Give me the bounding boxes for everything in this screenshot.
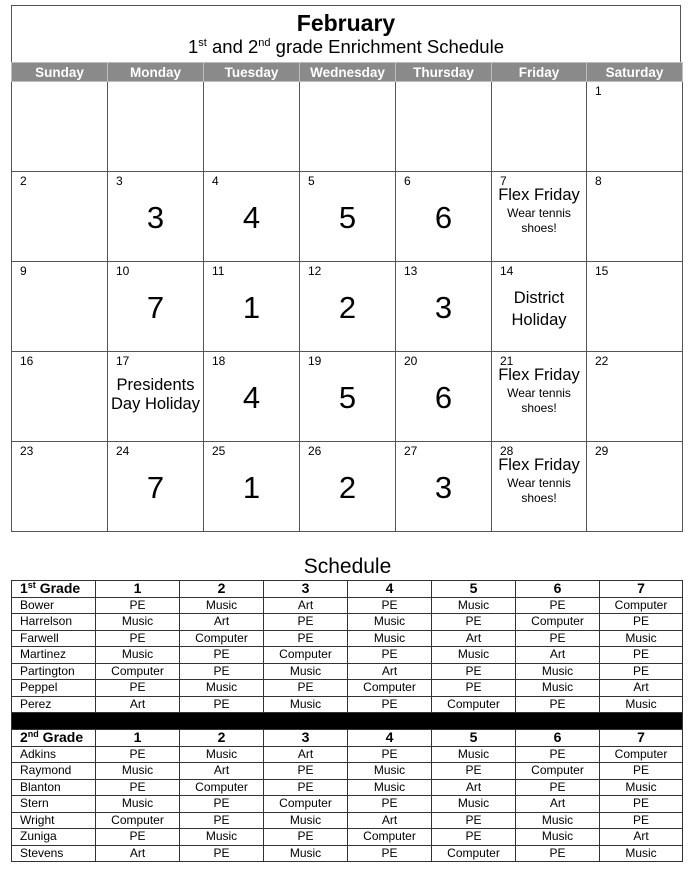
day-cell [108,442,204,532]
day-cell [492,442,587,532]
class-cell: Computer [600,746,683,763]
period-header: 5 [432,730,516,747]
class-cell: Music [432,597,516,614]
rotation-day-number: 7 [146,290,165,325]
day-cell [12,262,108,352]
day-number: 18 [212,354,226,368]
subtitle-part: grade Enrichment Schedule [270,36,504,57]
event-note: Wear tennis shoes! [507,206,571,235]
teacher-name: Adkins [12,746,96,763]
class-cell: PE [180,663,264,680]
event-note: Wear tennis shoes! [507,386,571,415]
calendar-week-row [12,442,683,532]
day-number: 14 [500,264,514,278]
teacher-row [12,647,683,664]
day-cell [587,352,683,442]
grade-header-row [12,730,683,747]
teacher-name: Stern [12,796,96,813]
day-number: 27 [404,444,418,458]
period-header: 1 [96,581,180,598]
day-cell [396,172,492,262]
rotation-day-number: 3 [434,290,453,325]
subtitle [12,36,680,58]
day-cell [12,352,108,442]
schedule-title: Schedule [303,555,392,578]
teacher-row [12,779,683,796]
class-cell: PE [264,829,348,846]
class-cell: PE [96,829,180,846]
event [492,186,586,236]
teacher-row [12,597,683,614]
day-number: 28 [500,444,514,458]
class-cell: Music [180,746,264,763]
event [108,376,203,414]
schedule-table [11,580,683,862]
class-cell: PE [348,746,432,763]
calendar-week-row [12,82,683,172]
class-cell: Music [348,630,432,647]
teacher-row [12,763,683,780]
period-header: 7 [600,730,683,747]
day-number: 1 [595,84,602,98]
day-cell [587,82,683,172]
class-cell: PE [264,630,348,647]
class-cell: Music [516,680,600,697]
day-number: 11 [212,264,225,278]
class-cell: PE [96,746,180,763]
day-number: 6 [404,174,411,188]
class-cell: PE [348,696,432,713]
class-cell: PE [180,796,264,813]
teacher-name: Stevens [12,845,96,862]
weekday-header-wednesday: Wednesday [300,63,396,82]
class-cell: Computer [516,763,600,780]
class-cell: PE [96,779,180,796]
day-cell [492,82,587,172]
class-cell: Music [180,829,264,846]
day-cell [204,352,300,442]
class-cell: PE [180,812,264,829]
class-cell: Music [516,812,600,829]
teacher-row [12,614,683,631]
class-cell: PE [264,680,348,697]
teacher-row [12,680,683,697]
class-cell: Art [264,597,348,614]
period-header: 6 [516,581,600,598]
grade-word: Grade [35,580,81,597]
subtitle-sup: st [198,37,207,49]
day-number: 4 [212,174,219,188]
day-cell [300,172,396,262]
class-cell: Music [96,614,180,631]
class-cell: Music [600,630,683,647]
event-label: Flex Friday [498,456,580,474]
class-cell: Computer [180,779,264,796]
day-number: 23 [20,444,34,458]
class-cell: Art [600,680,683,697]
day-number: 7 [500,174,507,188]
period-header: 6 [516,730,600,747]
class-cell: PE [432,829,516,846]
class-cell: PE [516,779,600,796]
day-number: 12 [308,264,322,278]
teacher-name: Martinez [12,647,96,664]
class-cell: Art [600,829,683,846]
teacher-name: Bower [12,597,96,614]
class-cell: PE [264,763,348,780]
class-cell: PE [432,663,516,680]
calendar-week-row [12,352,683,442]
class-cell: Art [348,663,432,680]
period-header: 2 [180,581,264,598]
class-cell: Art [264,746,348,763]
calendar-week-row [12,172,683,262]
grade-word: Grade [38,729,84,746]
class-cell: PE [348,845,432,862]
class-cell: Art [432,630,516,647]
event-label: Flex Friday [498,366,580,384]
day-number: 13 [404,264,418,278]
class-cell: Music [180,680,264,697]
class-cell: PE [600,812,683,829]
weekday-header-row [12,63,683,82]
teacher-name: Farwell [12,630,96,647]
day-number: 24 [116,444,130,458]
grade-header-row [12,581,683,598]
day-cell [300,82,396,172]
teacher-name: Harrelson [12,614,96,631]
class-cell: PE [432,763,516,780]
day-number: 3 [116,174,123,188]
day-cell [108,262,204,352]
class-cell: Music [516,829,600,846]
class-cell: PE [348,647,432,664]
day-number: 19 [308,354,322,368]
grade-number: 2 [20,729,28,746]
day-cell [204,442,300,532]
class-cell: Music [348,614,432,631]
day-number: 8 [595,174,602,188]
teacher-name: Zuniga [12,829,96,846]
event [492,366,586,416]
class-cell: Art [180,614,264,631]
period-header: 3 [264,730,348,747]
day-cell [396,352,492,442]
event [492,287,586,331]
day-cell [12,82,108,172]
class-cell: PE [264,779,348,796]
class-cell: Art [96,845,180,862]
class-cell: PE [432,812,516,829]
class-cell: PE [96,630,180,647]
day-number: 20 [404,354,418,368]
class-cell: Computer [264,796,348,813]
class-cell: PE [348,597,432,614]
class-cell: Music [600,845,683,862]
day-cell [587,172,683,262]
rotation-day-number: 2 [338,290,357,325]
teacher-name: Partington [12,663,96,680]
rotation-day-number: 2 [338,470,357,505]
class-cell: Art [180,763,264,780]
calendar-header [11,5,681,62]
weekday-header-sunday: Sunday [12,63,108,82]
rotation-day-number: 1 [242,470,261,505]
class-cell: PE [180,647,264,664]
rotation-day-number: 5 [338,380,357,415]
class-cell: PE [600,663,683,680]
day-number: 5 [308,174,315,188]
class-cell: Computer [180,630,264,647]
rotation-day-number: 6 [434,380,453,415]
teacher-row [12,796,683,813]
class-cell: Art [96,696,180,713]
class-cell: PE [432,680,516,697]
day-cell [492,262,587,352]
period-header: 1 [96,730,180,747]
rotation-day-number: 4 [242,380,261,415]
weekday-header-friday: Friday [492,63,587,82]
teacher-name: Blanton [12,779,96,796]
teacher-row [12,845,683,862]
grade-suffix: st [27,580,36,591]
day-cell [492,172,587,262]
class-cell: Computer [600,597,683,614]
class-cell: Music [600,779,683,796]
subtitle-part: 1 [188,36,199,57]
calendar-week-row [12,262,683,352]
day-cell [492,352,587,442]
period-header: 2 [180,730,264,747]
day-number: 25 [212,444,226,458]
event-note: Wear tennis shoes! [507,476,571,505]
day-cell [108,352,204,442]
period-header: 3 [264,581,348,598]
period-header: 4 [348,581,432,598]
event [492,456,586,506]
class-cell: Computer [348,829,432,846]
class-cell: PE [600,796,683,813]
day-number: 22 [595,354,609,368]
teacher-name: Wright [12,812,96,829]
class-cell: PE [600,763,683,780]
teacher-row [12,696,683,713]
day-cell [108,172,204,262]
day-cell [396,262,492,352]
day-number: 2 [20,174,27,188]
class-cell: Computer [516,614,600,631]
grade-heading [12,730,96,747]
day-cell [300,262,396,352]
subtitle-sup: nd [258,37,271,49]
class-cell: Computer [348,680,432,697]
weekday-header-thursday: Thursday [396,63,492,82]
rotation-day-number: 3 [434,470,453,505]
class-cell: Art [516,796,600,813]
grade-suffix: nd [27,729,39,740]
day-number: 26 [308,444,322,458]
day-number: 15 [595,264,609,278]
class-cell: PE [180,845,264,862]
class-cell: Computer [96,663,180,680]
day-number: 21 [500,354,514,368]
class-cell: Music [432,796,516,813]
class-cell: Art [432,779,516,796]
class-cell: Computer [96,812,180,829]
class-cell: Music [348,779,432,796]
class-cell: PE [516,630,600,647]
class-cell: PE [516,696,600,713]
class-cell: Music [96,796,180,813]
month-title: February [296,10,396,36]
event-label: Flex Friday [498,186,580,204]
period-header: 7 [600,581,683,598]
class-cell: PE [180,696,264,713]
teacher-row [12,812,683,829]
class-cell: Computer [432,845,516,862]
class-cell: PE [516,597,600,614]
class-cell: Music [264,812,348,829]
rotation-day-number: 3 [146,200,165,235]
class-cell: Music [516,663,600,680]
grade-heading [12,581,96,598]
day-cell [300,352,396,442]
class-cell: Art [348,812,432,829]
class-cell: PE [516,746,600,763]
calendar-grid [11,62,683,532]
class-cell: Music [600,696,683,713]
class-cell: PE [600,647,683,664]
teacher-name: Peppel [12,680,96,697]
class-cell: Music [264,663,348,680]
grade-separator [12,713,683,730]
class-cell: Music [96,647,180,664]
day-cell [108,82,204,172]
day-cell [396,82,492,172]
day-number: 16 [20,354,34,368]
class-cell: PE [432,614,516,631]
class-cell: Computer [432,696,516,713]
weekday-header-saturday: Saturday [587,63,683,82]
class-cell: Art [516,647,600,664]
event-label: District Holiday [511,289,567,329]
class-cell: Music [432,647,516,664]
day-cell [587,262,683,352]
day-number: 29 [595,444,609,458]
weekday-header-monday: Monday [108,63,204,82]
class-cell: Music [264,845,348,862]
class-cell: PE [600,614,683,631]
day-cell [12,442,108,532]
class-cell: Computer [264,647,348,664]
day-number: 17 [116,354,130,368]
rotation-day-number: 7 [146,470,165,505]
class-cell: Music [96,763,180,780]
class-cell: PE [96,597,180,614]
day-number: 9 [20,264,27,278]
day-cell [204,82,300,172]
class-cell: Music [432,746,516,763]
rotation-day-number: 1 [242,290,261,325]
class-cell: PE [348,796,432,813]
teacher-row [12,829,683,846]
day-cell [204,262,300,352]
class-cell: Music [180,597,264,614]
class-cell: PE [264,614,348,631]
rotation-day-number: 6 [434,200,453,235]
teacher-row [12,630,683,647]
class-cell: PE [96,680,180,697]
separator-bar [12,713,683,730]
rotation-day-number: 5 [338,200,357,235]
teacher-name: Perez [12,696,96,713]
period-header: 4 [348,730,432,747]
day-cell [204,172,300,262]
day-number: 10 [116,264,130,278]
subtitle-part: and 2 [206,36,259,57]
teacher-name: Raymond [12,763,96,780]
day-cell [587,442,683,532]
day-cell [300,442,396,532]
teacher-row [12,663,683,680]
rotation-day-number: 4 [242,200,261,235]
class-cell: Music [348,763,432,780]
period-header: 5 [432,581,516,598]
teacher-row [12,746,683,763]
day-cell [12,172,108,262]
grade-number: 1 [20,580,28,597]
day-cell [396,442,492,532]
class-cell: Music [264,696,348,713]
weekday-header-tuesday: Tuesday [204,63,300,82]
class-cell: PE [516,845,600,862]
event-label: Presidents Day Holiday [111,376,200,413]
